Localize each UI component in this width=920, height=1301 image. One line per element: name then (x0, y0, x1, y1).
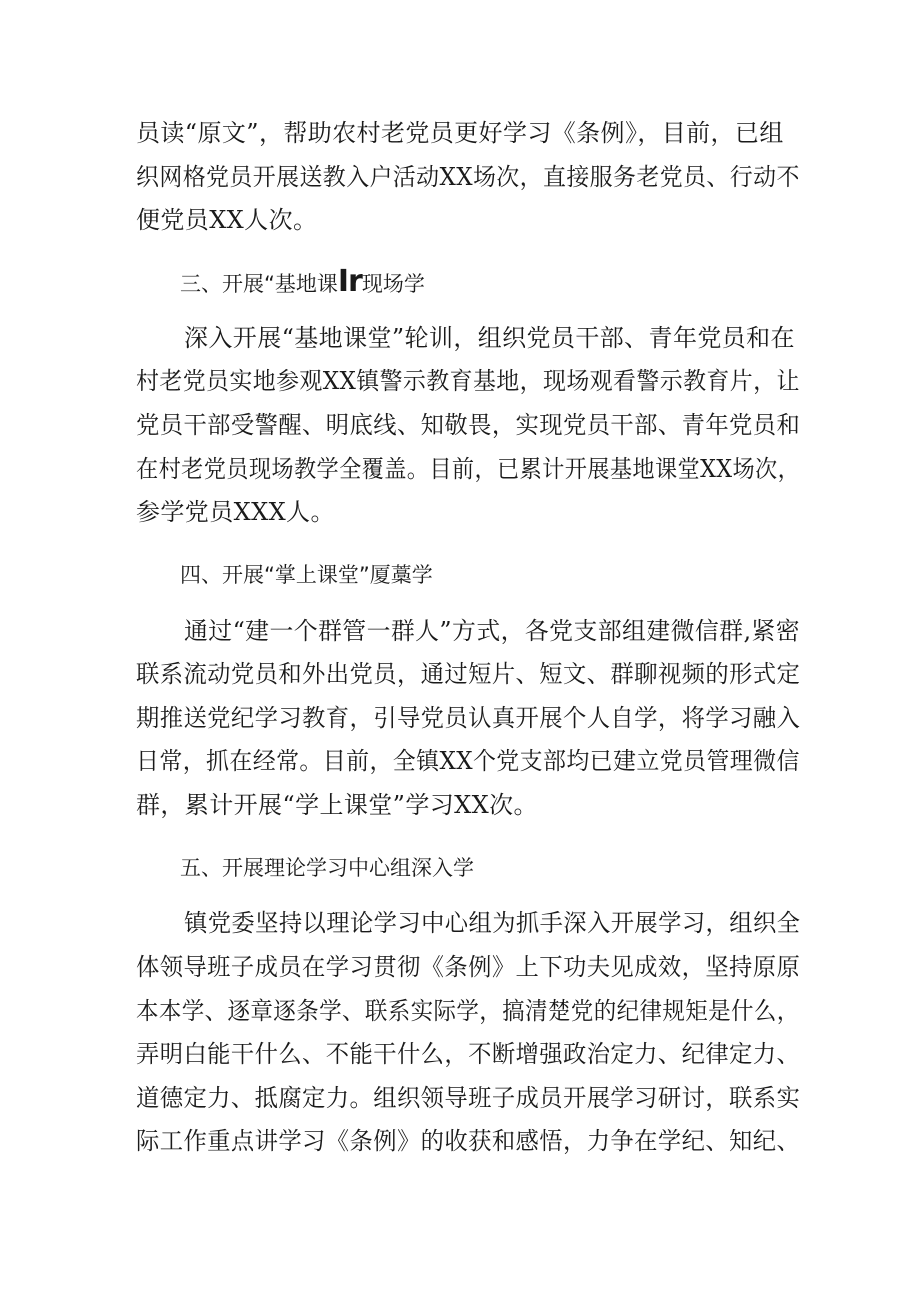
paragraph-3-line-4: 在村老党员现场教学全覆盖。目前，已累计开展基地课堂XX场次， (136, 455, 801, 483)
paragraph-3-line-1: 深入开展“基地课堂”轮训，组织党员干部、青年党员和在 (184, 324, 795, 352)
paragraph-4-line-2: 联系流动党员和外出党员，通过短片、短文、群聊视频的形式定 (136, 660, 801, 688)
paragraph-5-line-4: 弄明白能干什么、不能干什么，不断增强政治定力、纪律定力、 (136, 1040, 801, 1068)
section-4-heading: 四、开展“掌上课堂”厦藁学 (180, 563, 433, 587)
paragraph-3-line-5: 参学党员XXX人。 (136, 498, 335, 526)
paragraph-4-line-3: 期推送党纪学习教育，引导党员认真开展个人自学，将学习融入 (136, 704, 801, 732)
paragraph-5-line-3: 本本学、逐章逐条学、联系实际学，搞清楚党的纪律规矩是什么， (136, 997, 800, 1025)
paragraph-5-line-1: 镇党委坚持以理论学习中心组为抓手深入开展学习，组织全 (184, 909, 801, 937)
paragraph-1-line-1: 员读“原文”，帮助农村老党员更好学习《条例》，目前，已组 (136, 119, 784, 147)
paragraph-4-line-5: 群，累计开展“学上课堂”学习XX次。 (136, 791, 538, 819)
paragraph-1-line-3: 便党员XX人次。 (136, 206, 318, 234)
paragraph-4-line-4: 日常，抓在经常。目前，全镇XX个党支部均已建立党员管理微信 (136, 747, 800, 775)
section-3-heading (180, 264, 425, 299)
paragraph-1-line-2: 织网格党员开展送教入户活动XX场次，直接服务老党员、行动不 (136, 163, 800, 191)
paragraph-5-line-6: 际工作重点讲学习《条例》的收获和感悟，力争在学纪、知纪、 (136, 1127, 801, 1155)
paragraph-4-line-1: 通过“建一个群管一群人”方式，各党支部组建微信群,紧密 (184, 617, 800, 645)
paragraph-3-line-2: 村老党员实地参观XX镇警示教育基地，现场观看警示教育片，让 (136, 367, 800, 395)
paragraph-5-line-2: 体领导班子成员在学习贯彻《条例》上下功夫见成效，坚持原原 (136, 953, 801, 981)
paragraph-5-line-5: 道德定力、抵腐定力。组织领导班子成员开展学习研讨，联系实 (136, 1084, 801, 1112)
section-3-heading-suffix: 现场学 (361, 272, 425, 296)
paragraph-3-line-3: 党员干部受警醒、明底线、知敬畏，实现党员干部、青年党员和 (136, 411, 801, 439)
section-3-heading-prefix: 三、开展“基地课 (180, 272, 338, 296)
section-3-heading-glyph: Ir (337, 264, 362, 299)
section-5-heading: 五、开展理论学习中心组深入学 (180, 856, 474, 880)
